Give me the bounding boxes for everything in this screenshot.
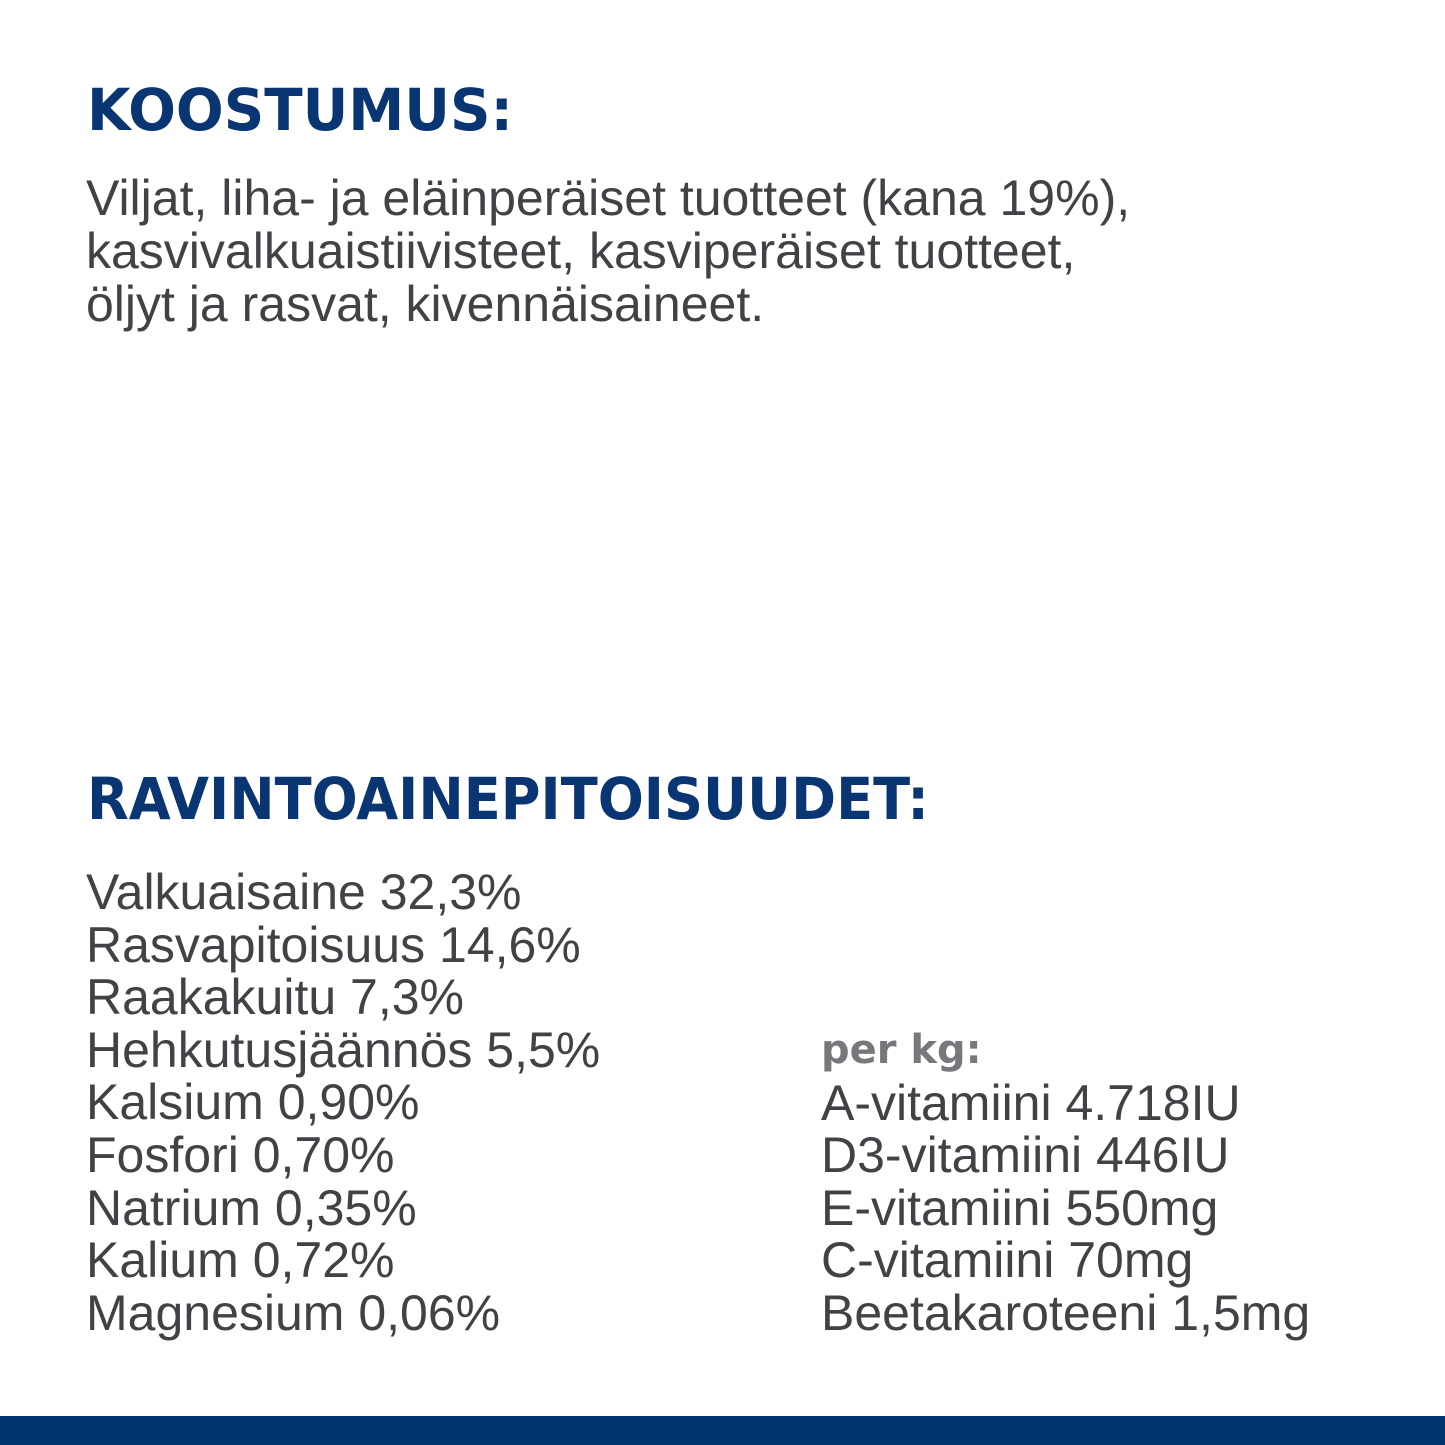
nutrient-item-sodium: Natrium 0,35% — [86, 1179, 417, 1236]
vitamin-item-c: C-vitamiini 70mg — [821, 1232, 1194, 1289]
composition-heading: KOOSTUMUS: — [87, 76, 513, 144]
composition-line: kasvivalkuaistiivisteet, kasviperäiset tuotteet, — [86, 223, 1076, 279]
nutrients-heading: RAVINTOAINEPITOISUUDET: — [87, 765, 929, 833]
composition-line: öljyt ja rasvat, kivennäisaineet. — [86, 276, 765, 332]
vitamin-item-e: E-vitamiini 550mg — [821, 1179, 1219, 1236]
nutrient-list — [86, 866, 600, 1339]
nutrient-item-calcium: Kalsium 0,90% — [86, 1074, 420, 1131]
nutrient-item-fiber: Raakakuitu 7,3% — [86, 969, 465, 1026]
nutrient-item-fat: Rasvapitoisuus 14,6% — [86, 916, 581, 973]
nutrient-item-protein: Valkuaisaine 32,3% — [86, 864, 522, 920]
nutrient-item-magnesium: Magnesium 0,06% — [86, 1284, 501, 1341]
bottom-brand-bar — [0, 1416, 1445, 1445]
composition-text — [86, 172, 1386, 331]
nutrient-item-phosphorus: Fosfori 0,70% — [86, 1126, 395, 1183]
vitamin-item-a: A-vitamiini 4.718IU — [821, 1074, 1241, 1131]
vitamin-block — [821, 1024, 1310, 1340]
vitamin-item-d3: D3-vitamiini 446IU — [821, 1127, 1230, 1184]
nutrient-item-potassium: Kalium 0,72% — [86, 1232, 395, 1289]
vitamin-item-beta-carotene: Beetakaroteeni 1,5mg — [821, 1284, 1311, 1341]
vitamin-list — [821, 1074, 1311, 1341]
composition-line: Viljat, liha- ja eläinperäiset tuotteet (kana 19%), — [86, 170, 1131, 226]
per-kg-label: per kg: — [821, 1027, 982, 1073]
nutrient-item-ash: Hehkutusjäännös 5,5% — [86, 1021, 601, 1078]
